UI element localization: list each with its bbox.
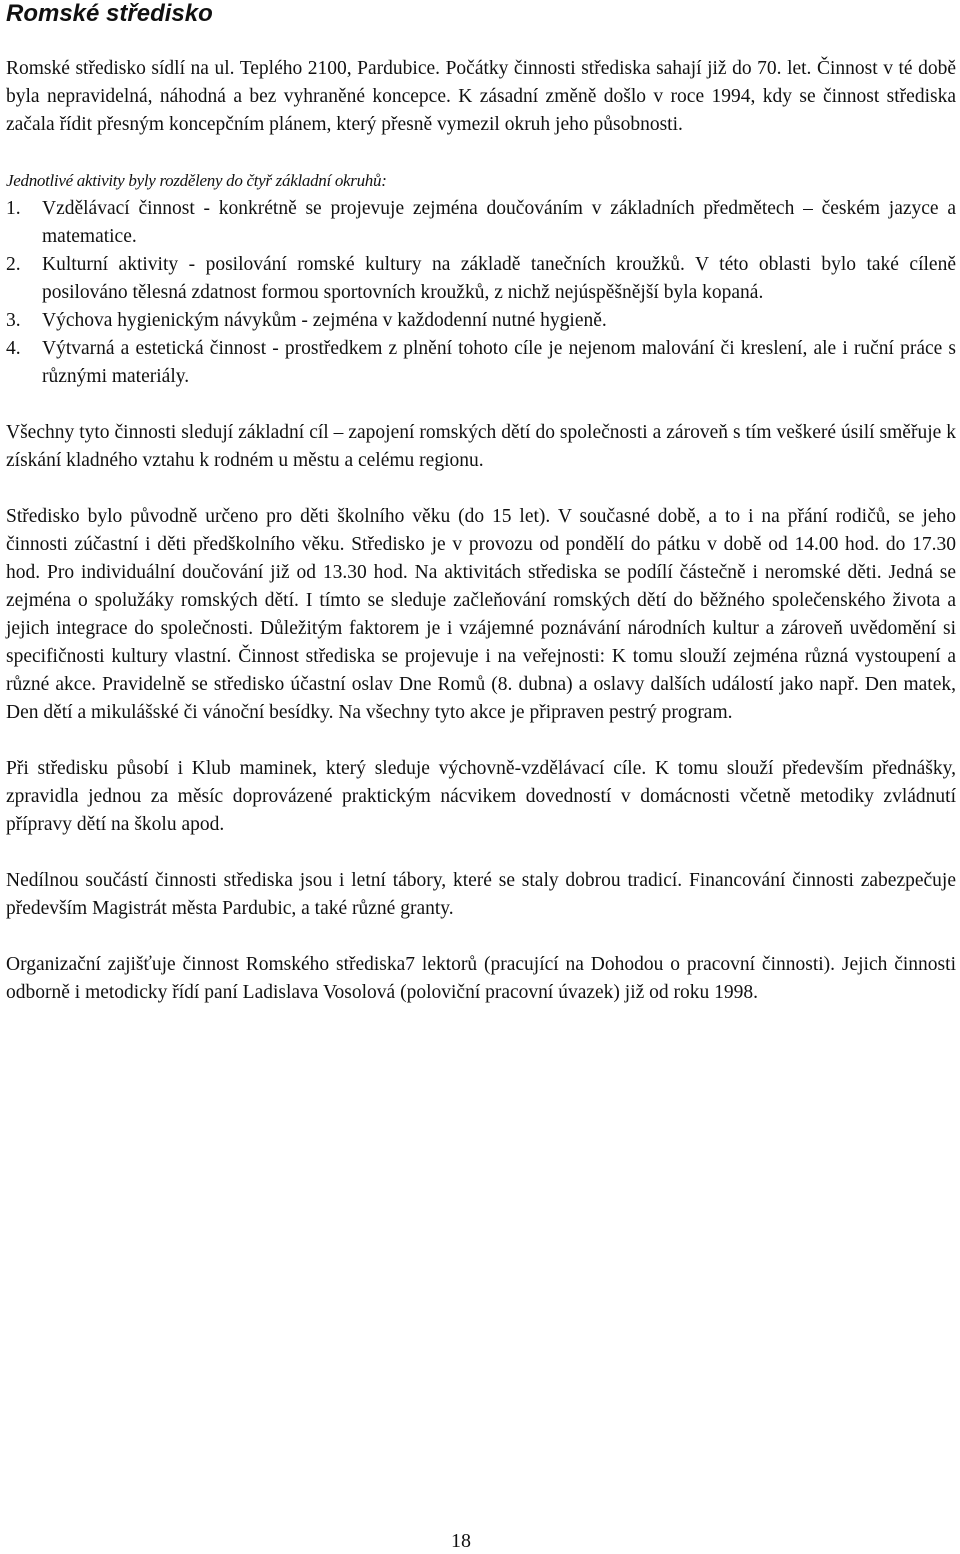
list-item-text: Výtvarná a estetická činnost - prostředkem z plnění tohoto cíle je nejenom malování či kreslení, ale i ruční práce s různými materiály. [42,338,956,387]
page-title: Romské středisko [6,0,213,27]
list-intro: Jednotlivé aktivity byly rozděleny do čtyř základní okruhů: [6,171,387,190]
list-item-number: 2. [6,254,21,275]
list-item [6,195,956,251]
list-item [6,251,956,307]
list-item-text: Vzdělávací činnost - konkrétně se projevuje zejména doučováním v základních předmětech – českém jazyce a matematice. [42,198,956,247]
paragraph-financing: Nedílnou součástí činnosti střediska jsou i letní tábory, které se staly dobrou tradicí. Financování činnosti zabezpečuje především Magistrát města Pardubic, a také různé granty. [6,870,956,919]
list-item-number: 1. [6,198,21,219]
list-item-text: Výchova hygienickým návykům - zejména v každodenní nutné hygieně. [42,310,607,331]
list-item [6,335,956,391]
paragraph-mothers-club: Při středisku působí i Klub maminek, který sleduje výchovně-vzdělávací cíle. K tomu slouží především přednášky, zpravidla jednou za měsíc doprovázené praktickým nácvikem dovedností v domácnosti včetně metodiky zvládnutí přípravy dětí na školu apod. [6,758,956,835]
list-item [6,307,956,335]
paragraph-staff: Organizační zajišťuje činnost Romského střediska7 lektorů (pracující na Dohodou o pracovní činnosti). Jejich činnosti odborně i metodicky řídí paní Ladislava Vosolová (poloviční pracovní úvazek) již od roku 1998. [6,954,956,1003]
list-item-number: 3. [6,310,21,331]
document-body [6,55,956,1007]
activity-list [6,195,956,391]
page-number: 18 [451,1530,471,1552]
list-item-text: Kulturní aktivity - posilování romské kultury na základě tanečních kroužků. V této oblasti bylo také cíleně posilováno tělesná zdatnost formou sportovních kroužků, z nichž nejúspěšnější byla kopaná. [42,254,956,303]
paragraph-intro: Romské středisko sídlí na ul. Teplého 2100, Pardubice. Počátky činnosti střediska sahají již do 70. let. Činnost v té době byla nepravidelná, náhodná a bez vyhraněné koncepce. K zásadní změně došlo v roce 1994, kdy se činnost střediska začala řídit přesným koncepčním plánem, který přesně vymezil okruh jeho působnosti. [6,58,956,135]
list-item-number: 4. [6,338,21,359]
paragraph-operation: Středisko bylo původně určeno pro děti školního věku (do 15 let). V současné době, a to i na přání rodičů, se jeho činnosti zúčastní i děti předškolního věku. Středisko je v provozu od pondělí do pátku v době od 14.00 hod. do 17.30 hod. Pro individuální doučování již od 13.30 hod. Na aktivitách střediska se podílí částečně i neromské děti. Jedná se zejména o spolužáky romských dětí. I tímto se sleduje začleňování romských dětí do běžného společenského života a jejich integrace do společnosti. Důležitým faktorem je i vzájemné poznávání národních kultur a zároveň uvědomění si specifičnosti kultury vlastní. Činnost střediska se projevuje i na veřejnosti: K tomu slouží zejména různá vystoupení a různé akce. Pravidelně se středisko účastní oslav Dne Romů (8. dubna) a oslavy dalších událostí jako např. Den matek, Den dětí a mikulášské či vánoční besídky. Na všechny tyto akce je připraven pestrý program. [6,506,956,723]
paragraph-goals: Všechny tyto činnosti sledují základní cíl – zapojení romských dětí do společnosti a zároveň s tím veškeré úsilí směřuje k získání kladného vztahu k rodném u městu a celému regionu. [6,422,956,471]
